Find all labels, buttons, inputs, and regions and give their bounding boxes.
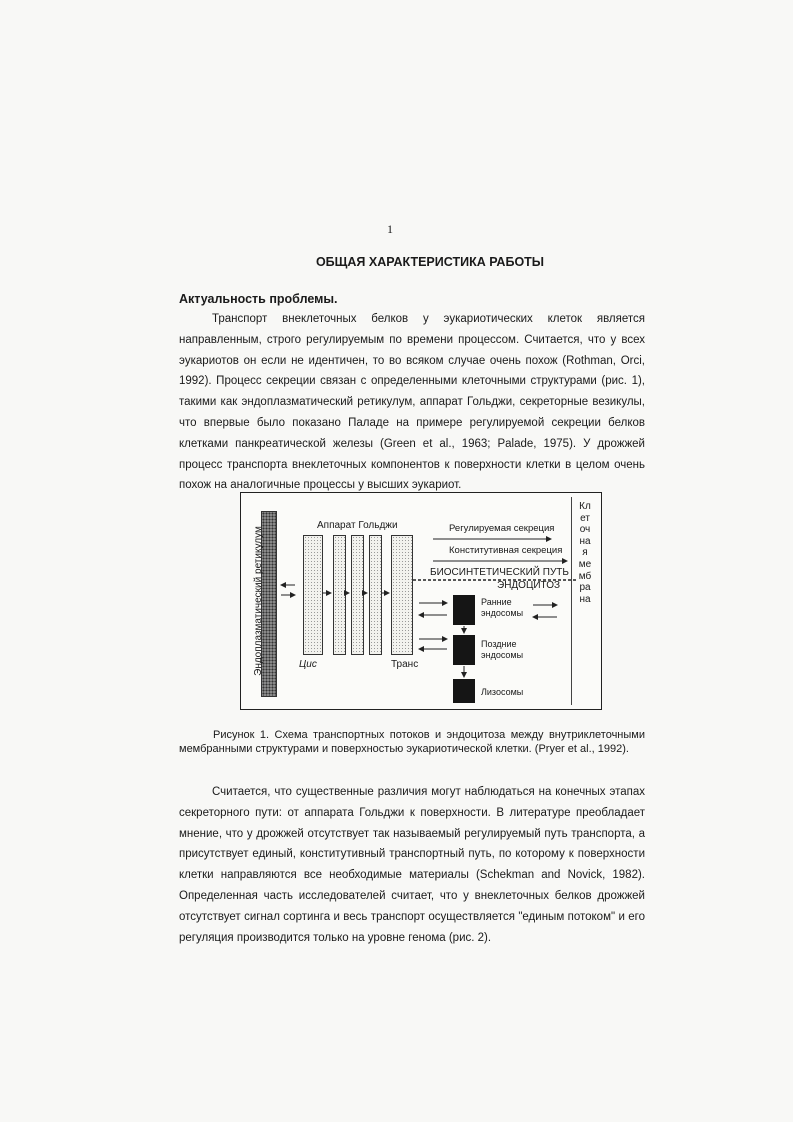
early-endosome-label-line1: Ранние (481, 597, 512, 607)
page-title: ОБЩАЯ ХАРАКТЕРИСТИКА РАБОТЫ (315, 255, 545, 269)
membrane-label: Клеточная мембрана (578, 501, 592, 605)
constitutive-secretion-label: Конститутивная секреция (449, 545, 563, 556)
paragraph-differences: Считается, что существенные различия могут наблюдаться на конечных этапах секреторного пути: от аппарата Гольджи к поверхности. В литературе преобладает мнение, что у дрожжей отсутствует так называемый регулируемый путь транспорта, а присутствует единый, конститутивный транспортный путь, по которому к поверхности клетки направляются все необходимые материалы (Schekman and Novick, 1982). Определенная часть исследователей считает, что у внеклеточных белков дрожжей отсутствует сигнал сортинга и весь транспорт осуществляется "единым потоком" и его регуляция производится только на уровне генома (рис. 2). (179, 786, 645, 944)
figure-arrows (241, 493, 601, 709)
figure-caption: Рисунок 1. Схема транспортных потоков и эндоцитоза между внутриклеточными мембранными структурами и поверхностью эукариотической клетки. (Pryer et al., 1992). (179, 729, 645, 755)
lysosome-label: Лизосомы (481, 687, 524, 697)
paragraph-relevance: Транспорт внеклеточных белков у эукариотических клеток является направленным, строго регулируемым по времени процессом. Считается, что у всех эукариотов он если не идентичен, то во всяком случае очень похож (Rothman, Orci, 1992). Процесс секреции связан с определенными клеточными структурами (рис. 1), такими как эндоплазматический ретикулум, аппарат Гольджи, секреторные везикулы, что впервые было показано Паладе на примере регулируемой секреции белков клетками панкреатической железы (Green et al., 1963; Palade, 1975). У дрожжей процесс транспорта внеклеточных компонентов к поверхности клетки в целом очень похож на аналогичные процессы у высших эукариот. (179, 313, 645, 492)
endocytosis-label: ЭНДОЦИТОЗ (497, 580, 561, 591)
biosynthetic-path-label: БИОСИНТЕТИЧЕСКИЙ ПУТЬ (430, 567, 569, 578)
early-endosome-label-line2: эндосомы (481, 608, 524, 618)
cis-label: Цис (299, 659, 317, 670)
er-label: Эндоплазматический ретикулум (253, 526, 264, 676)
section-heading: Актуальность проблемы. (179, 292, 338, 306)
figure-1 (240, 492, 602, 710)
page-number: 1 (387, 222, 393, 236)
trans-label: Транс (391, 659, 419, 670)
late-endosome-label-line2: эндосомы (481, 650, 524, 660)
late-endosome-label-line1: Поздние (481, 639, 517, 649)
regulated-secretion-label: Регулируемая секреция (449, 523, 555, 534)
golgi-label: Аппарат Гольджи (317, 520, 398, 531)
